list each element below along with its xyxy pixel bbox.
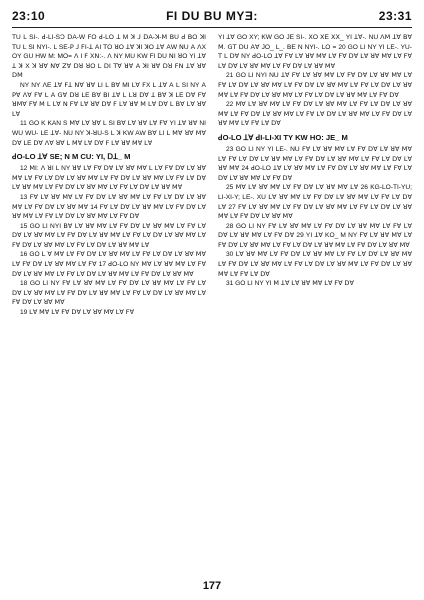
paragraph: 11 GO K KAN S ꓟꓯ ꓡꓯ ꓤꓯ ꓡ SI ꓐꓯ ꓡꓯ ꓤꓯ ꓡꓯ ꓝꓯ YI ꓕꓯ ꓤꓯ NI WU WU- ꓡE ꓕꓯ- NU NY ꓘ-ꓤU-S ꓡ ꓘ KW AW ꓐꓯ ꓡI ꓡ ꓟꓯ ꓤꓯ ꓟꓯ ꓓꓯ ꓡE ꓓꓯ ꓥꓯ ꓤꓯ ꓡ ꓟꓯ ꓡꓯ ꓓꓯ ꓝ ꓡꓯ ꓤꓯ ꓟꓯ ꓡꓯ xyxy=(12,120,206,147)
paragraph: 28 GO LI NY ꓝꓯ ꓡꓯ ꓤꓯ ꓟꓯ ꓡꓯ ꓝꓯ ꓓꓯ ꓡꓯ ꓤꓯ ꓟꓯ ꓡꓯ ꓝꓯ ꓡꓯ ꓓꓯ ꓡꓯ ꓤꓯ ꓟꓯ ꓡꓯ ꓝꓯ ꓓꓯ 29 YI ꓕꓯ KO_ M NY ꓝꓯ ꓡꓯ ꓤꓯ ꓟꓯ ꓡꓯ ꓝꓯ ꓓꓯ ꓡꓯ ꓤꓯ ꓟꓯ ꓡꓯ ꓝꓯ ꓡꓯ ꓓꓯ ꓡꓯ ꓤꓯ ꓟꓯ ꓡꓯ ꓝꓯ ꓓꓯ ꓡꓯ ꓤꓯ ꓟꓯ xyxy=(218,222,412,249)
paragraph: 21 GO LI NYI NU ꓕꓯ ꓝꓯ ꓡꓯ ꓤꓯ ꓟꓯ ꓡꓯ ꓝꓯ ꓓꓯ ꓡꓯ ꓤꓯ ꓟꓯ ꓡꓯ ꓝꓯ ꓡꓯ ꓓꓯ ꓡꓯ ꓤꓯ ꓟꓯ ꓡꓯ ꓝꓯ ꓓꓯ ꓡꓯ ꓤꓯ ꓟꓯ ꓡꓯ ꓝꓯ ꓡꓯ ꓓꓯ ꓡꓯ ꓤꓯ ꓟꓯ ꓡꓯ ꓝꓯ ꓓꓯ ꓡꓯ ꓤꓯ ꓟꓯ ꓡꓯ ꓝꓯ ꓡꓯ ꓓꓯ ꓡꓯ ꓤꓯ ꓟꓯ ꓡꓯ ꓝꓯ ꓓꓯ xyxy=(218,72,412,99)
paragraph: 12 ꓟI: ꓥ ꓤI L NY ꓤꓯ ꓡꓯ ꓝꓯ ꓓꓯ ꓡꓯ ꓤꓯ ꓟꓯ ꓡ ꓡꓯ ꓝꓯ ꓓꓯ ꓡꓯ ꓤꓯ ꓟꓯ ꓡꓯ ꓝꓯ ꓡꓯ ꓓꓯ ꓡꓯ ꓤꓯ ꓟꓯ ꓡꓯ ꓝꓯ ꓓꓯ ꓡꓯ ꓤꓯ ꓟꓯ ꓡꓯ ꓝꓯ ꓡꓯ ꓓꓯ ꓡꓯ ꓤꓯ ꓟꓯ ꓡꓯ ꓝꓯ ꓓꓯ ꓡꓯ ꓤꓯ ꓟꓯ ꓡꓯ ꓝꓯ ꓡꓯ ꓓꓯ ꓡꓯ ꓤꓯ ꓟꓯ xyxy=(12,165,206,192)
paragraph: 25 ꓟꓯ ꓡꓯ ꓤꓯ ꓟꓯ ꓡꓯ ꓝꓯ ꓓꓯ ꓡꓯ ꓤꓯ ꓟꓯ ꓡꓯ 26 KG-LO-TI-YU; LI-XI-Y; LE-. XU ꓡꓯ ꓤꓯ ꓟꓯ ꓡꓯ ꓝꓯ ꓓꓯ ꓡꓯ ꓤꓯ ꓟꓯ ꓡꓯ ꓝꓯ ꓡꓯ ꓓꓯ ꓡꓯ 27 ꓝꓯ ꓡꓯ ꓤꓯ ꓟꓯ ꓡꓯ ꓝꓯ ꓓꓯ ꓡꓯ ꓤꓯ ꓟꓯ ꓡꓯ ꓝꓯ ꓡꓯ ꓓꓯ ꓡꓯ ꓤꓯ ꓟꓯ ꓡꓯ ꓝꓯ ꓓꓯ ꓡꓯ ꓤꓯ ꓟꓯ xyxy=(218,184,412,221)
paragraph: 23 GO LI NY YI LE-. NU ꓝꓯ ꓡꓯ ꓤꓯ ꓟꓯ ꓡꓯ ꓝꓯ ꓓꓯ ꓡꓯ ꓤꓯ ꓟꓯ ꓡꓯ ꓝꓯ ꓡꓯ ꓓꓯ ꓡꓯ ꓤꓯ ꓟꓯ ꓡꓯ ꓝꓯ ꓓꓯ ꓡꓯ ꓤꓯ ꓟꓯ ꓡꓯ ꓝꓯ ꓡꓯ ꓓꓯ ꓡꓯ ꓤꓯ ꓟꓯ 24 ꓒO-LO ꓕꓯ ꓡꓯ ꓤꓯ ꓟꓯ ꓡꓯ ꓝꓯ ꓓꓯ ꓡꓯ ꓤꓯ ꓟꓯ ꓡꓯ ꓝꓯ ꓡꓯ ꓓꓯ ꓡꓯ ꓤꓯ ꓟꓯ ꓡꓯ ꓝꓯ ꓓꓯ xyxy=(218,145,412,182)
text-columns xyxy=(12,33,412,574)
page-number: 177 xyxy=(202,580,222,592)
paragraph: 18 GO LI NY ꓝꓯ ꓡꓯ ꓤꓯ ꓟꓯ ꓡꓯ ꓝꓯ ꓓꓯ ꓡꓯ ꓤꓯ ꓟꓯ ꓡꓯ ꓝꓯ ꓡꓯ ꓓꓯ ꓡꓯ ꓤꓯ ꓟꓯ ꓡꓯ ꓝꓯ ꓓꓯ ꓡꓯ ꓤꓯ ꓟꓯ ꓡꓯ ꓝꓯ ꓡꓯ ꓓꓯ ꓡꓯ ꓤꓯ ꓟꓯ ꓡꓯ ꓝꓯ ꓓꓯ ꓡꓯ ꓤꓯ ꓟꓯ xyxy=(12,280,206,307)
paragraph: YI ꓕꓯ GO XY; KW GO JE SI-. ꓫO ꓫE ꓫꓫ_ YI ꓕꓯ-. NU ꓥꓟ ꓕꓯ ꓐꓯ ꓟ. ꓖꓔ ꓓU ꓮꓯ JO_ ꓡ_. ꓐE N NYI-. ꓡO = 20 GO LI NY YI LE-. YU-ꓔ ꓡ ꓓꓯ NY ꓒO-LO ꓕꓯ ꓝꓯ ꓡꓯ ꓤꓯ ꓟꓯ ꓡꓯ ꓝꓯ ꓓꓯ ꓡꓯ ꓤꓯ ꓟꓯ ꓡꓯ ꓝꓯ ꓡꓯ ꓓꓯ ꓡꓯ ꓤꓯ ꓟꓯ ꓡꓯ ꓝꓯ ꓓꓯ ꓡꓯ ꓤꓯ ꓟꓯ xyxy=(218,34,412,70)
running-head-book-title: FI DU BU MYƎ: xyxy=(166,9,258,23)
paragraph: NY NY ꓥE ꓕꓯ ꓝꓕ ꓠꓯ ꓤꓯ ꓡI ꓡ ꓐꓯ MI ꓡꓯ ꓝX ꓡ ꓕꓯ ꓮ ꓡ SI NY ꓮ ꓑꓯ ꓥꓯ ꓝꓯ ꓡ ꓮ ꓖꓯ ꓓꓤ ꓡE ꓐꓯ ꓐI ꓕꓯ ꓡ ꓡꓤ ꓓꓯ ꓕ ꓐꓯ ꓘ ꓡE ꓓꓯ ꓝꓯ ꓤꓟꓯ ꓝꓯ ꓟ ꓡ ꓡꓯ ꓠ ꓝꓯ ꓡꓯ ꓤꓯ ꓓꓯ ꓝ ꓡꓯ ꓤꓯ ꓟ ꓡꓯ ꓓꓯ ꓡ ꓐꓯ ꓡꓯ ꓤꓯ ꓡꓯ xyxy=(12,81,206,118)
paragraph: TU L SI-. ꓒ-LI-SƆ ꓓA-W ꓝO ꓒ-LO ꓕ M ꓘ ꓙ ꓓA-ꓘ-ꓟ ꓐU ꓒ ꓐO ꓘI ꓔU ꓡ SI NYI-. L SE-ꓑ ꓙ ꓝI-ꓕ ꓮI ꓔO ꓤO ꓕꓯ ꓘI ꓘO ꓕꓯ ꓮW ꓠU ꓮ ꓥX OY GU HW M: MO= ꓥ I ꓝ Xꓠ:-. ꓥ NY MU KW FI DU ꓠI ꓤO YI ꓕꓯ ꓕ ꓘ X ꓘ ꓤꓯ ꓠꓯ ꓜꓯ ꓓꓤ ꓤO ꓡ ꓓI ꓔꓯ ꓤꓯ ꓮ ꓘI ꓤꓯ ꓓꓤ ꓝꓠ ꓕꓯ ꓤꓯ ꓓꓟ xyxy=(12,34,206,80)
running-head-right-reference: 23:31 xyxy=(378,9,412,23)
text-column-left xyxy=(12,33,206,574)
header-rule xyxy=(12,27,412,28)
text-column-right xyxy=(218,33,412,574)
section-heading: ꓒO-LO ꓕꓯ SE; N M CU: YI, ꓓꓕ_ M xyxy=(12,152,131,162)
paragraph: 22 ꓟꓯ ꓡꓯ ꓤꓯ ꓟꓯ ꓡꓯ ꓝꓯ ꓓꓯ ꓡꓯ ꓤꓯ ꓟꓯ ꓡꓯ ꓝꓯ ꓡꓯ ꓓꓯ ꓡꓯ ꓤꓯ ꓟꓯ ꓡꓯ ꓝꓯ ꓓꓯ ꓡꓯ ꓤꓯ ꓟꓯ ꓡꓯ ꓝꓯ ꓡꓯ ꓓꓯ ꓡꓯ ꓤꓯ ꓟꓯ ꓡꓯ ꓝꓯ ꓓꓯ ꓡꓯ ꓤꓯ ꓟꓯ ꓡꓯ ꓝꓯ ꓡꓯ ꓓꓯ xyxy=(218,101,412,128)
paragraph: 15 GO LI NYI ꓐꓯ ꓡꓯ ꓤꓯ ꓟꓯ ꓡꓯ ꓝꓯ ꓓꓯ ꓡꓯ ꓤꓯ ꓟꓯ ꓡꓯ ꓝꓯ ꓡꓯ ꓓꓯ ꓡꓯ ꓤꓯ ꓟꓯ ꓡꓯ ꓝꓯ ꓓꓯ ꓡꓯ ꓤꓯ ꓟꓯ ꓡꓯ ꓝꓯ ꓡꓯ ꓓꓯ ꓡꓯ ꓤꓯ ꓟꓯ ꓡꓯ ꓝꓯ ꓓꓯ ꓡꓯ ꓤꓯ ꓟꓯ ꓡꓯ ꓝꓯ ꓡꓯ ꓓꓯ ꓡꓯ ꓤꓯ ꓟꓯ ꓡꓯ xyxy=(12,222,206,249)
paragraph: 13 ꓝꓯ ꓡꓯ ꓤꓯ ꓟꓯ ꓡꓯ ꓝꓯ ꓓꓯ ꓡꓯ ꓤꓯ ꓟꓯ ꓡꓯ ꓝꓯ ꓡꓯ ꓓꓯ ꓡꓯ ꓤꓯ ꓟꓯ ꓡꓯ ꓝꓯ ꓓꓯ ꓡꓯ ꓤꓯ ꓟꓯ 14 ꓝꓯ ꓡꓯ ꓓꓯ ꓡꓯ ꓤꓯ ꓟꓯ ꓡꓯ ꓝꓯ ꓓꓯ ꓡꓯ ꓤꓯ ꓟꓯ ꓡꓯ ꓝꓯ ꓡꓯ ꓓꓯ ꓡꓯ ꓤꓯ ꓟꓯ ꓡꓯ ꓝꓯ ꓓꓯ xyxy=(12,193,206,221)
running-head xyxy=(12,8,412,24)
running-head-left-reference: 23:10 xyxy=(12,9,46,23)
paragraph: 30 ꓡꓯ ꓤꓯ ꓟꓯ ꓡꓯ ꓝꓯ ꓓꓯ ꓡꓯ ꓤꓯ ꓟꓯ ꓡꓯ ꓝꓯ ꓡꓯ ꓓꓯ ꓡꓯ ꓤꓯ ꓟꓯ ꓡꓯ ꓝꓯ ꓓꓯ ꓡꓯ ꓤꓯ ꓟꓯ ꓡꓯ ꓝꓯ ꓡꓯ ꓓꓯ ꓡꓯ ꓤꓯ ꓟꓯ ꓡꓯ ꓝꓯ ꓓꓯ ꓡꓯ ꓤꓯ ꓟꓯ ꓡꓯ ꓝꓯ ꓡꓯ ꓓꓯ xyxy=(218,251,412,278)
paragraph: 16 GO ꓡ ꓯ ꓟꓯ ꓡꓯ ꓝꓯ ꓓꓯ ꓡꓯ ꓤꓯ ꓟꓯ ꓡꓯ ꓝꓯ ꓡꓯ ꓓꓯ ꓡꓯ ꓤꓯ ꓟꓯ ꓡꓯ ꓝꓯ ꓓꓯ ꓡꓯ ꓤꓯ ꓟꓯ ꓡꓯ ꓝꓯ 17 ꓒO-LO NY ꓟꓯ ꓡꓯ ꓤꓯ ꓟꓯ ꓡꓯ ꓝꓯ ꓓꓯ ꓡꓯ ꓤꓯ ꓟꓯ ꓡꓯ ꓝꓯ ꓡꓯ ꓓꓯ ꓡꓯ ꓤꓯ ꓟꓯ ꓡꓯ ꓝꓯ ꓓꓯ ꓡꓯ ꓤꓯ ꓟꓯ xyxy=(12,251,206,278)
paragraph: 19 ꓡꓯ ꓟꓯ ꓡꓯ ꓝꓯ ꓓꓯ ꓡꓯ ꓤꓯ ꓟꓯ ꓡꓯ ꓝꓯ xyxy=(20,309,135,317)
section-heading: ꓒO-LO ꓕꓯ ꓒI-LI-XI TY KW HO: JE_ M xyxy=(218,132,348,142)
paragraph: 31 GO LI NY YI ꓟ ꓕꓯ ꓡꓯ ꓤꓯ ꓟꓯ ꓡꓯ ꓝꓯ ꓓꓯ xyxy=(226,280,355,288)
